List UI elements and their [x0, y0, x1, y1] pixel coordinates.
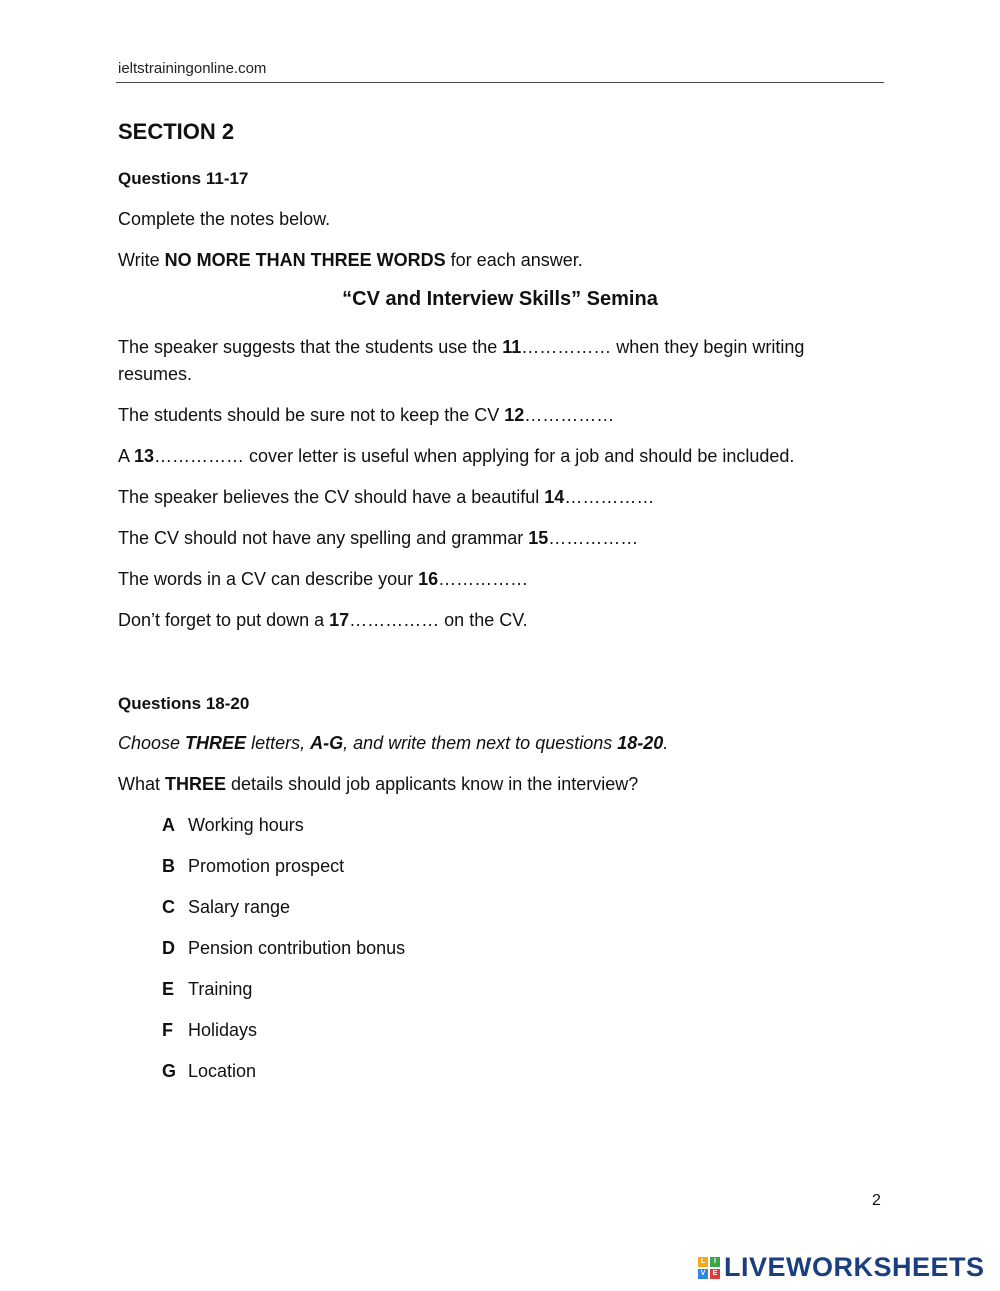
note-14 [118, 484, 654, 511]
option-b [162, 853, 344, 880]
option-text: Salary range [188, 897, 291, 917]
question-number: 14 [544, 487, 565, 507]
question-number: 12 [504, 405, 525, 425]
instr-e: , and write them next to questions [343, 733, 618, 753]
option-text: Holidays [188, 1020, 258, 1040]
instruction-choose-letters [118, 730, 668, 757]
question-number: 11 [502, 337, 522, 357]
option-text: Working hours [188, 815, 304, 835]
section-title: SECTION 2 [118, 119, 235, 144]
logo-tile-v: V [698, 1269, 708, 1279]
option-letter: B [162, 856, 175, 876]
option-d [162, 935, 405, 962]
questions-18-20-heading: Questions 18-20 [118, 694, 250, 713]
prompt-post: details should job applicants know in the interview? [226, 774, 639, 794]
option-f [162, 1017, 257, 1044]
note-text: The CV should not have any spelling and grammar [118, 528, 529, 548]
note-12 [118, 402, 614, 429]
option-letter: G [162, 1061, 177, 1081]
note-11 [118, 334, 858, 388]
instr-a: Choose [118, 733, 186, 753]
note-text: Don’t forget to put down a [118, 610, 330, 630]
answer-blank: …………… cover letter is useful when applying for a job and should be included. [154, 446, 795, 466]
site-header: ieltstrainingonline.com [118, 60, 267, 77]
question-prompt [118, 771, 638, 798]
answer-blank: …………… when they begin writing resumes. [118, 337, 805, 384]
option-letter: D [162, 938, 175, 958]
logo-tile-i: I [710, 1257, 720, 1267]
instr-f: 18-20 [617, 733, 664, 753]
option-letter: C [162, 897, 175, 917]
liveworksheets-logo[interactable] [698, 1252, 985, 1283]
question-number: 16 [418, 569, 439, 589]
note-15 [118, 525, 638, 552]
option-letter: F [162, 1020, 173, 1040]
questions-11-17-heading: Questions 11-17 [118, 169, 249, 188]
instruction-pre: Write [118, 250, 165, 270]
instr-g: . [663, 733, 669, 753]
option-text: Pension contribution bonus [188, 938, 406, 958]
prompt-pre: What [118, 774, 166, 794]
option-a [162, 812, 304, 839]
note-13 [118, 443, 794, 470]
answer-blank: …………… [564, 487, 655, 507]
logo-grid-icon [698, 1257, 720, 1279]
answer-blank: …………… [548, 528, 639, 548]
instruction-post: for each answer. [445, 250, 583, 270]
header-divider [116, 82, 884, 83]
option-e [162, 976, 252, 1003]
answer-blank: …………… [438, 569, 529, 589]
instr-c: letters, [246, 733, 311, 753]
answer-blank: …………… [524, 405, 615, 425]
instruction-complete-notes: Complete the notes below. [118, 209, 331, 229]
question-number: 15 [528, 528, 549, 548]
answer-blank: …………… on the CV. [349, 610, 528, 630]
note-text: The speaker suggests that the students use the [118, 337, 503, 357]
page-number: 2 [872, 1192, 881, 1209]
prompt-bold: THREE [165, 774, 227, 794]
option-c [162, 894, 290, 921]
logo-text: LIVEWORKSHEETS [724, 1252, 985, 1282]
option-text: Location [188, 1061, 257, 1081]
option-g [162, 1058, 256, 1085]
note-text: The speaker believes the CV should have a beautiful [118, 487, 545, 507]
option-text: Promotion prospect [188, 856, 345, 876]
question-number: 17 [329, 610, 350, 630]
option-letter: E [162, 979, 175, 999]
logo-tile-l: L [698, 1257, 708, 1267]
instr-b: THREE [185, 733, 247, 753]
logo-tile-e: E [710, 1269, 720, 1279]
note-text: The words in a CV can describe your [118, 569, 419, 589]
option-text: Training [188, 979, 253, 999]
note-17 [118, 607, 528, 634]
question-number: 13 [134, 446, 155, 466]
note-text: The students should be sure not to keep the CV [118, 405, 505, 425]
instr-d: A-G [310, 733, 344, 753]
note-text: A [118, 446, 135, 466]
instruction-word-limit [118, 247, 583, 274]
instruction-bold: NO MORE THAN THREE WORDS [164, 250, 446, 270]
note-16 [118, 566, 528, 593]
seminar-title: “CV and Interview Skills” Semina [342, 288, 658, 310]
option-letter: A [162, 815, 175, 835]
